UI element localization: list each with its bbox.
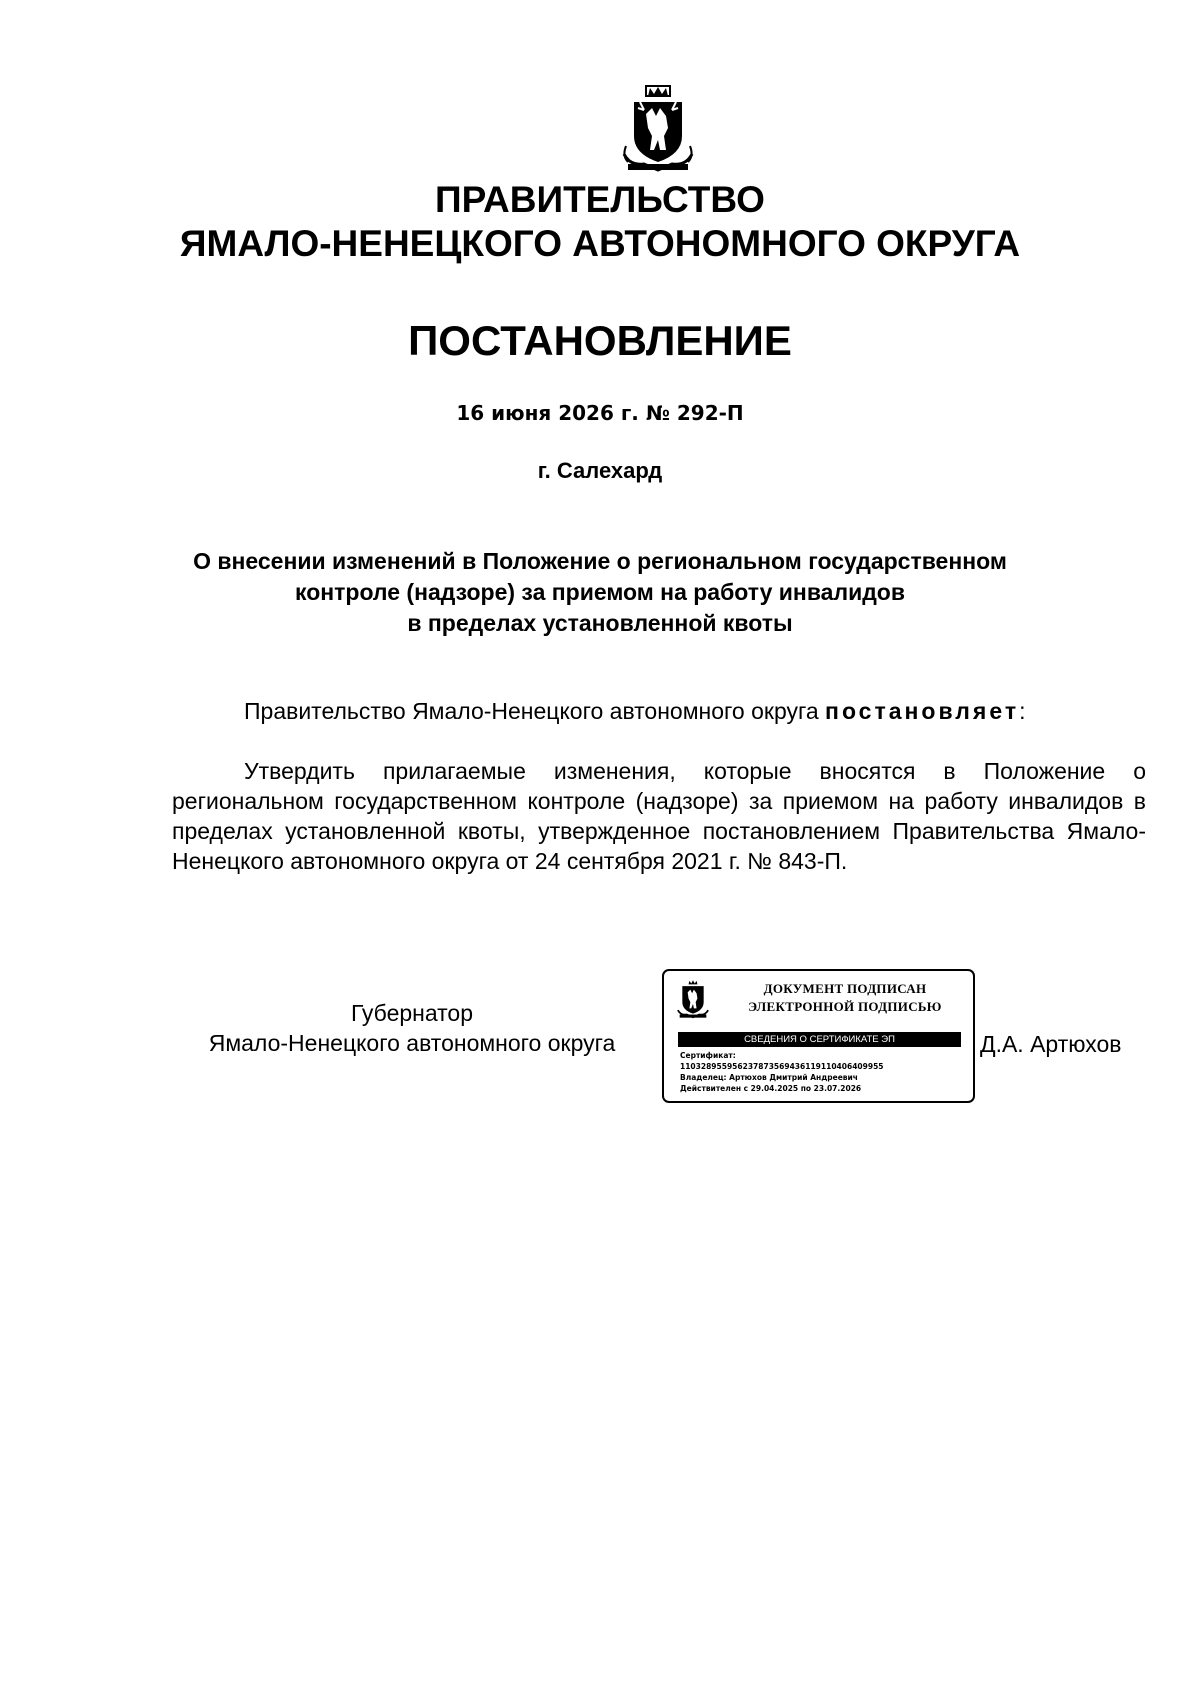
stamp-header: [722, 980, 968, 1016]
document-type-title: ПОСТАНОВЛЕНИЕ: [408, 317, 792, 364]
subject-line-3: в пределах установленной квоты: [407, 610, 793, 636]
preamble-emphasis: постановляет: [825, 698, 1020, 724]
stamp-emblem-icon: [676, 979, 710, 1019]
subject-line-1: О внесении изменений в Положение о региональном государственном: [193, 548, 1007, 574]
stamp-header-line1: ДОКУМЕНТ ПОДПИСАН: [763, 981, 927, 996]
certificate-number: 110328955956237873569436119110406409955: [680, 1062, 884, 1071]
preamble-suffix: :: [1019, 698, 1026, 724]
signer-name: Д.А. Артюхов: [980, 1031, 1122, 1057]
signer-title-line2: Ямало-Ненецкого автономного округа: [208, 1030, 616, 1056]
signer-position: [172, 998, 652, 1058]
coat-of-arms-emblem-icon: [620, 84, 696, 174]
stamp-certificate-bar: СВЕДЕНИЯ О СЕРТИФИКАТЕ ЭП: [678, 1032, 961, 1047]
preamble-paragraph: [172, 696, 1072, 726]
government-title-line2: ЯМАЛО-НЕНЕЦКОГО АВТОНОМНОГО ОКРУГА: [179, 223, 1021, 264]
subject-line-2: контроле (надзоре) за приемом на работу инвалидов: [294, 579, 905, 605]
certificate-owner: Владелец: Артюхов Дмитрий Андреевич: [680, 1073, 858, 1082]
certificate-label: Сертификат:: [680, 1051, 736, 1060]
preamble-text: Правительство Ямало-Ненецкого автономного округа: [244, 698, 826, 724]
document-city: г. Салехард: [537, 458, 663, 483]
decision-paragraph: Утвердить прилагаемые изменения, которые вносятся в Положение о региональном государственном контроле (надзоре) за приемом на работу инвалидов в пределах установленной квоты, утвержденное постановлением Правительства Ямало-Ненецкого автономного округа от 24 сентября 2021 г. № 843-П.: [172, 758, 1146, 874]
government-title-line1: ПРАВИТЕЛЬСТВО: [435, 179, 765, 220]
stamp-header-line2: ЭЛЕКТРОННОЙ ПОДПИСЬЮ: [748, 999, 942, 1014]
document-subject: [130, 546, 1070, 639]
electronic-signature-stamp: [662, 969, 975, 1103]
stamp-certificate-info: [680, 1050, 965, 1094]
document-date-number: 16 июня 2026 г. № 292-П: [456, 401, 744, 425]
certificate-validity: Действителен с 29.04.2025 по 23.07.2026: [680, 1084, 862, 1093]
signer-title-line1: Губернатор: [350, 1000, 474, 1026]
